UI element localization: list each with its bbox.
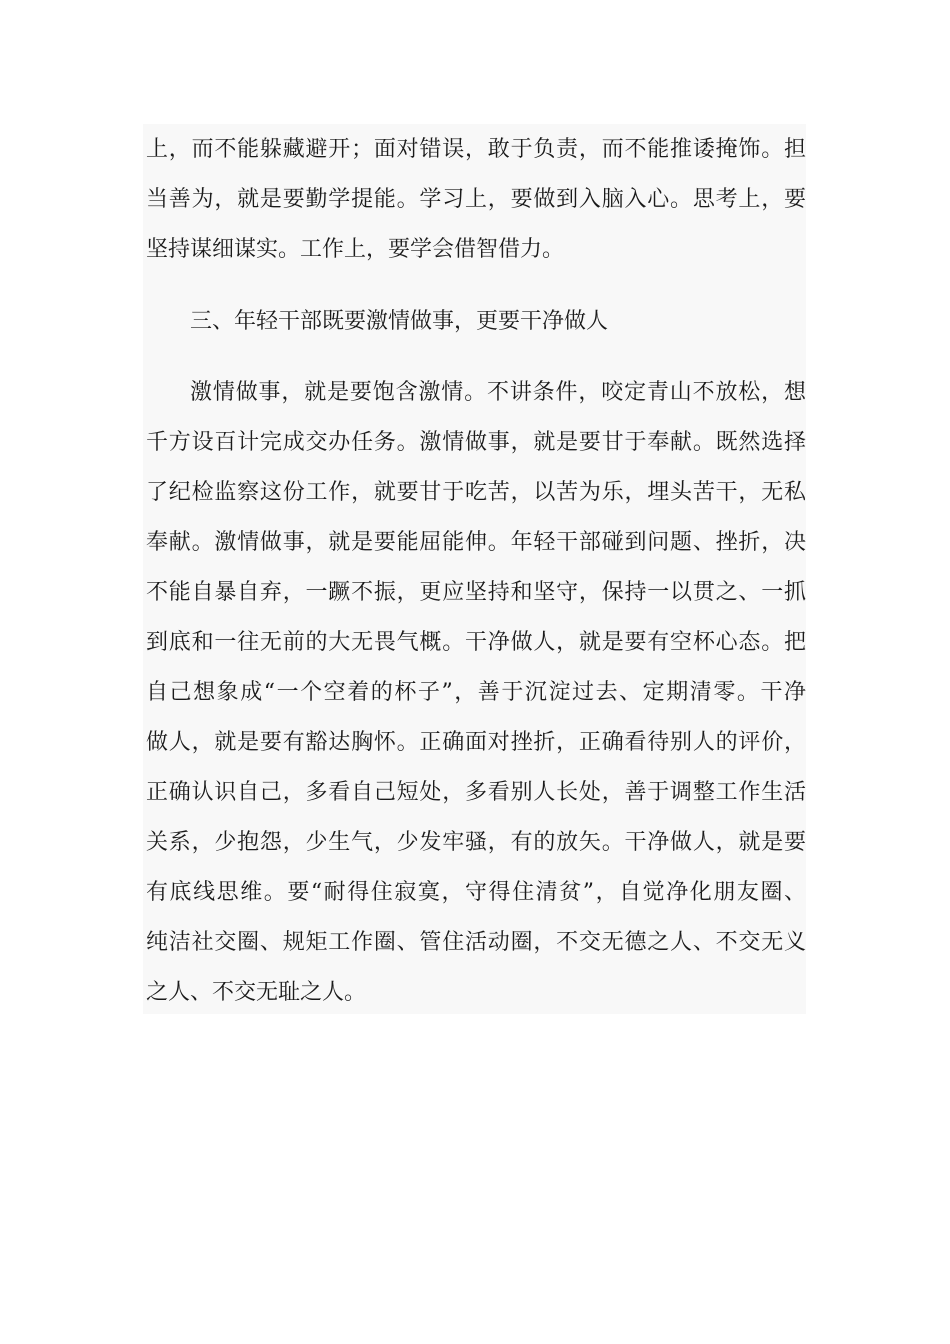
- text-line: 激情做事，就是要饱含激情。不讲条件，咬定青山不放松，想: [190, 380, 806, 405]
- text-line: 之人、不交无耻之人。: [146, 980, 367, 1005]
- text-line: 千方设百计完成交办任务。激情做事，就是要甘于奉献。既然选择: [146, 430, 806, 455]
- text-line: 做人，就是要有豁达胸怀。正确面对挫折，正确看待别人的评价，: [146, 730, 806, 755]
- text-line: 奉献。激情做事，就是要能屈能伸。年轻干部碰到问题、挫折，决: [146, 530, 806, 555]
- text-line: 自己想象成“一个空着的杯子”，善于沉淀过去、定期清零。干净: [146, 680, 806, 705]
- text-line: 不能自暴自弃，一蹶不振，更应坚持和坚守，保持一以贯之、一抓: [146, 580, 806, 605]
- text-line: 关系，少抱怨，少生气，少发牢骚，有的放矢。干净做人，就是要: [146, 830, 806, 855]
- document-text-block: [143, 124, 806, 1014]
- text-line: 坚持谋细谋实。工作上，要学会借智借力。: [146, 237, 565, 262]
- text-line: 当善为，就是要勤学提能。学习上，要做到入脑入心。思考上，要: [146, 187, 806, 212]
- text-line: 到底和一往无前的大无畏气概。干净做人，就是要有空杯心态。把: [146, 630, 806, 655]
- text-line: 有底线思维。要“耐得住寂寞，守得住清贫”，自觉净化朋友圈、: [146, 880, 806, 905]
- text-line: 了纪检监察这份工作，就要甘于吃苦，以苦为乐，埋头苦干，无私: [146, 480, 806, 505]
- text-line: 纯洁社交圈、规矩工作圈、管住活动圈，不交无德之人、不交无义: [146, 930, 806, 955]
- section-heading: 三、年轻干部既要激情做事，更要干净做人: [190, 309, 609, 334]
- text-line: 上，而不能躲藏避开；面对错误，敢于负责，而不能推诿掩饰。担: [146, 137, 806, 162]
- text-line: 正确认识自己，多看自己短处，多看别人长处，善于调整工作生活: [146, 780, 806, 805]
